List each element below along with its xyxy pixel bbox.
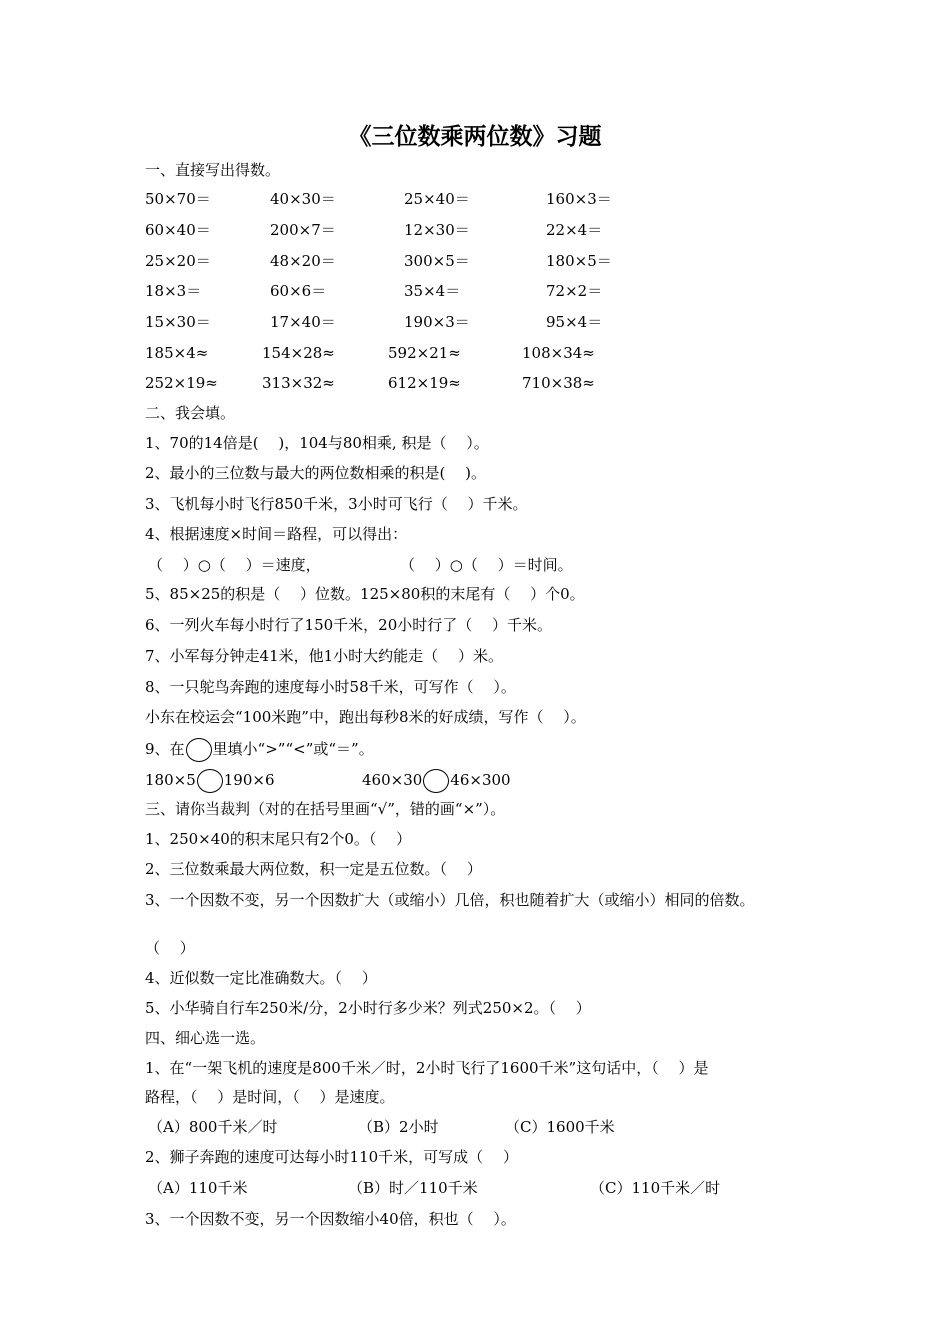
calc-item: 185×4≈ [145,344,209,362]
s3-question-3-answer: （ ） [145,939,195,957]
s2-q9b-right: 46×300 [450,771,511,789]
s3-question-4: 4、近似数一定比准确数大。（ ） [145,969,377,987]
s3-question-3: 3、一个因数不变，另一个因数扩大（或缩小）几倍，积也随着扩大（或缩小）相同的倍数。 [145,891,755,909]
s2-question-6: 6、一列火车每小时行了150千米，20小时行了（ ）千米。 [145,616,553,634]
s4-question-2: 2、狮子奔跑的速度可达每小时110千米，可写成（ ） [145,1148,518,1166]
calc-item: 252×19≈ [145,374,218,392]
section2-heading: 二、我会填。 [145,404,236,422]
compare-circle-icon [423,769,449,793]
s2-q9-compare-b [362,769,511,793]
s2-question-7: 7、小军每分钟走41米，他1小时大约能走（ ）米。 [145,647,503,665]
calc-item: 313×32≈ [262,374,335,392]
s4-question-3: 3、一个因数不变，另一个因数缩小40倍，积也（ ）。 [145,1210,516,1228]
calc-item: 180×5＝ [546,252,612,270]
calc-item: 15×30＝ [145,313,211,331]
s2-q9a-right: 190×6 [223,771,275,789]
calc-item: 60×40＝ [145,221,211,239]
calc-item: 17×40＝ [270,313,336,331]
s4-q2-option-a: （A）110千米 [148,1179,248,1197]
s2-question-9 [145,738,374,762]
calc-item: 154×28≈ [262,344,335,362]
s4-q1-option-b: （B）2小时 [358,1118,439,1136]
s2-question-3: 3、飞机每小时飞行850千米，3小时可飞行（ ）千米。 [145,495,528,513]
s2-q9-compare-a [145,769,275,793]
calc-item: 710×38≈ [522,374,595,392]
calc-item: 25×20＝ [145,252,211,270]
s3-question-1: 1、250×40的积末尾只有2个0。（ ） [145,830,412,848]
s2-q9-suffix: 里填小“>”“<”或“＝”。 [212,740,374,758]
calc-item: 160×3＝ [546,190,612,208]
s4-q2-option-c: （C）110千米／时 [590,1179,721,1197]
s3-question-2: 2、三位数乘最大两位数，积一定是五位数。（ ） [145,860,482,878]
s2-question-8: 8、一只鸵鸟奔跑的速度每小时58千米，可写作（ ）。 [145,678,516,696]
calc-item: 108×34≈ [522,344,595,362]
section4-heading: 四、细心选一选。 [145,1029,266,1047]
s2-question-4-time: （ ）○（ ）＝时间。 [400,556,573,574]
calc-item: 612×19≈ [388,374,461,392]
s2-q9a-left: 180×5 [145,771,196,789]
s2-question-2: 2、最小的三位数与最大的两位数相乘的积是( )。 [145,464,487,482]
s4-question-1: 1、在“一架飞机的速度是800千米／时，2小时飞行了1600千米”这句话中，（ ）是 [145,1059,709,1077]
compare-circle-icon [186,738,212,762]
s3-question-5: 5、小华骑自行车250米/分，2小时行多少米？列式250×2。（ ） [145,999,591,1017]
s4-q2-option-b: （B）时／110千米 [348,1179,478,1197]
calc-item: 190×3＝ [404,313,470,331]
calc-item: 72×2＝ [546,282,603,300]
s2-question-4: 4、根据速度×时间＝路程，可以得出： [145,525,408,543]
compare-circle-icon [197,769,223,793]
calc-item: 12×30＝ [404,221,470,239]
calc-item: 48×20＝ [270,252,336,270]
calc-item: 50×70＝ [145,190,211,208]
s2-q9-prefix: 9、在 [145,740,185,758]
s4-question-1b: 路程，（ ）是时间，（ ）是速度。 [145,1088,395,1106]
s2-question-1: 1、70的14倍是( )，104与80相乘, 积是（ ）。 [145,434,489,452]
calc-item: 60×6＝ [270,282,327,300]
calc-item: 40×30＝ [270,190,336,208]
s2-q9b-left: 460×30 [362,771,423,789]
calc-item: 25×40＝ [404,190,470,208]
s2-question-5: 5、85×25的积是（ ）位数。125×80积的末尾有（ ）个0。 [145,585,585,603]
s4-q1-option-a: （A）800千米／时 [148,1118,278,1136]
s2-question-4-speed: （ ）○（ ）＝速度， [148,556,321,574]
calc-item: 200×7＝ [270,221,336,239]
calc-item: 95×4＝ [546,313,603,331]
calc-item: 35×4＝ [404,282,461,300]
page-title: 《三位数乘两位数》习题 [348,124,602,150]
calc-item: 300×5＝ [404,252,470,270]
calc-item: 22×4＝ [546,221,603,239]
section3-heading: 三、请你当裁判（对的在括号里画“√”，错的画“×”）。 [145,800,506,818]
s4-q1-option-c: （C）1600千米 [505,1118,615,1136]
section1-heading: 一、直接写出得数。 [145,161,281,179]
calc-item: 592×21≈ [388,344,461,362]
s2-question-8b: 小东在校运会“100米跑”中，跑出每秒8米的好成绩，写作（ ）。 [145,708,586,726]
calc-item: 18×3＝ [145,282,202,300]
